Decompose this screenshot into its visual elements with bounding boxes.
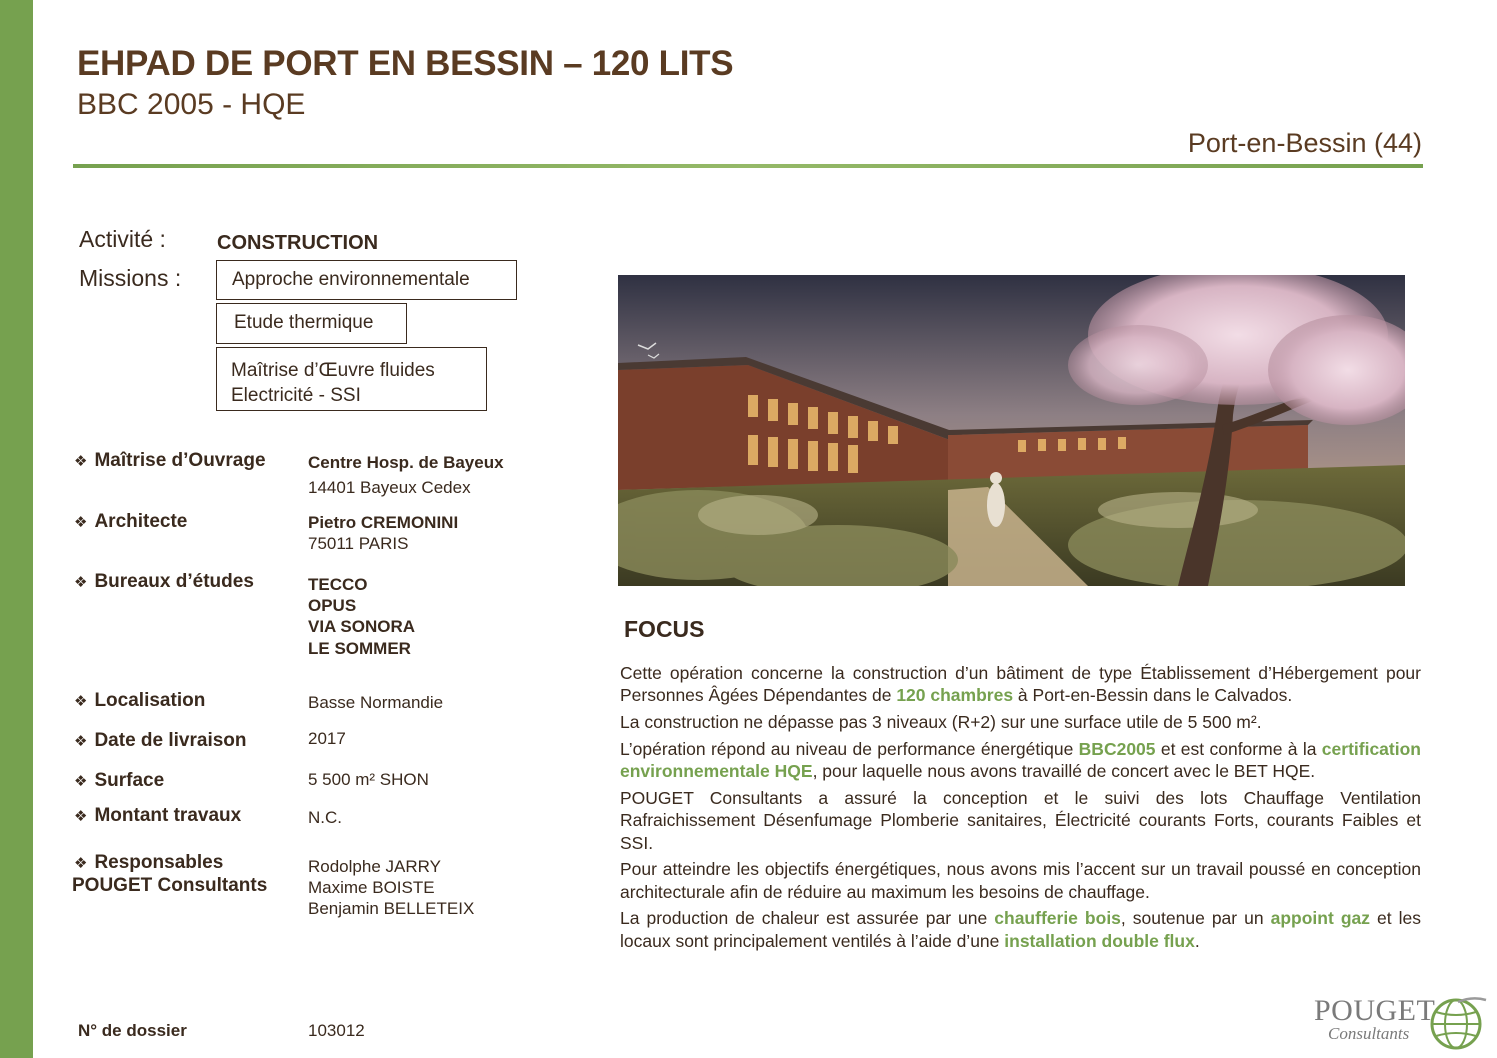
info-label-architect: ❖ Architecte [74, 511, 188, 532]
focus-paragraph: L’opération répond au niveau de performance énergétique BBC2005 et est conforme à la certification environnementale HQE, pour laquelle nous avons travaillé de concert avec le BET HQE. [620, 738, 1421, 782]
page-title: EHPAD DE PORT EN BESSIN – 120 LITS [77, 44, 734, 83]
page-subtitle: BBC 2005 - HQE [77, 88, 306, 121]
diamond-bullet-icon: ❖ [74, 453, 88, 470]
diamond-bullet-icon: ❖ [74, 733, 88, 750]
dossier-number: 103012 [308, 1021, 365, 1040]
info-label-managers-company: POUGET Consultants [72, 875, 268, 896]
focus-paragraph: La construction ne dépasse pas 3 niveaux (R+2) sur une surface utile de 5 500 m². [620, 712, 1262, 733]
diamond-bullet-icon: ❖ [74, 855, 88, 872]
info-value-owner: Centre Hosp. de Bayeux [308, 453, 504, 472]
info-value-delivery: 2017 [308, 729, 346, 748]
activity-value: CONSTRUCTION [217, 232, 379, 254]
mission-box-environment [216, 260, 517, 300]
info-value-location: Basse Normandie [308, 693, 444, 712]
highlight: 120 chambres [896, 685, 1014, 706]
mission-text: Electricité - SSI [231, 385, 361, 406]
info-value-engineering-2: OPUS [308, 596, 357, 615]
left-accent-bar [0, 0, 33, 1058]
mission-box-thermal [216, 303, 407, 344]
globe-icon [1428, 994, 1488, 1052]
focus-paragraph: POUGET Consultants a assuré la conception et le suivi des lots Chauffage Ventilation Rafraichissement Désenfumage Plomberie sanitaires, Électricité courants Forts, courants Faibles et SSI. [620, 787, 1421, 853]
activity-label: Activité : [79, 226, 166, 252]
info-label-managers: ❖ Responsables [74, 852, 224, 873]
info-value-manager-1: Rodolphe JARRY [308, 857, 441, 876]
info-label-owner: ❖ Maîtrise d’Ouvrage [74, 450, 266, 471]
info-value-engineering-1: TECCO [308, 575, 368, 594]
info-value-manager-2: Maxime BOISTE [308, 878, 435, 897]
mission-text: Etude thermique [234, 312, 374, 333]
info-label-delivery: ❖ Date de livraison [74, 730, 247, 751]
focus-paragraph: Cette opération concerne la construction d’un bâtiment de type Établissement d’Hébergement pour Personnes Âgées Dépendantes de 120 chambres à Port-en-Bessin dans le Calvados. [620, 663, 1421, 706]
info-label-surface: ❖ Surface [74, 770, 165, 791]
highlight: installation double flux [1004, 930, 1195, 951]
diamond-bullet-icon: ❖ [74, 514, 88, 531]
mission-text: Approche environnementale [232, 269, 470, 290]
highlight: BBC2005 [1078, 738, 1156, 759]
highlight: certification environnementale HQE [620, 738, 1421, 782]
diamond-bullet-icon: ❖ [74, 693, 88, 710]
project-location: Port-en-Bessin (44) [1187, 128, 1422, 158]
header-divider [73, 164, 1423, 168]
info-label-location: ❖ Localisation [74, 690, 206, 711]
missions-label: Missions : [79, 265, 182, 291]
diamond-bullet-icon: ❖ [74, 574, 88, 591]
project-rendering-image [618, 275, 1405, 586]
company-logo [1312, 994, 1492, 1052]
focus-text [620, 662, 1421, 957]
diamond-bullet-icon: ❖ [74, 773, 88, 790]
info-value-budget: N.C. [308, 808, 342, 827]
logo-name: POUGET [1314, 994, 1436, 1027]
focus-heading: FOCUS [624, 616, 705, 642]
info-label-engineering: ❖ Bureaux d’études [74, 571, 254, 592]
logo-subtitle: Consultants [1328, 1024, 1410, 1043]
focus-paragraph: Pour atteindre les objectifs énergétiques, nous avons mis l’accent sur un travail poussé en conception architecturale afin de réduire au maximum les besoins de chauffage. [620, 859, 1421, 902]
info-value-engineering-4: LE SOMMER [308, 639, 411, 658]
focus-paragraph: La production de chaleur est assurée par une chaufferie bois, soutenue par un appoint gaz et les locaux sont principalement ventilés à l’aide d’une installation double flux. [620, 908, 1421, 951]
info-value-manager-3: Benjamin BELLETEIX [308, 899, 475, 918]
diamond-bullet-icon: ❖ [74, 808, 88, 825]
highlight: appoint gaz [1270, 908, 1370, 929]
dossier-label: N° de dossier [78, 1021, 187, 1040]
mission-box-fluids [216, 347, 487, 411]
info-label-budget: ❖ Montant travaux [74, 805, 242, 826]
info-value-owner-address: 14401 Bayeux Cedex [308, 478, 471, 497]
info-value-architect: Pietro CREMONINI [308, 513, 459, 532]
mission-text: Maîtrise d’Œuvre fluides [231, 360, 435, 381]
info-value-surface: 5 500 m² SHON [308, 770, 429, 789]
highlight: chaufferie bois [994, 908, 1121, 929]
info-value-engineering-3: VIA SONORA [308, 617, 416, 636]
info-value-architect-address: 75011 PARIS [308, 534, 409, 553]
